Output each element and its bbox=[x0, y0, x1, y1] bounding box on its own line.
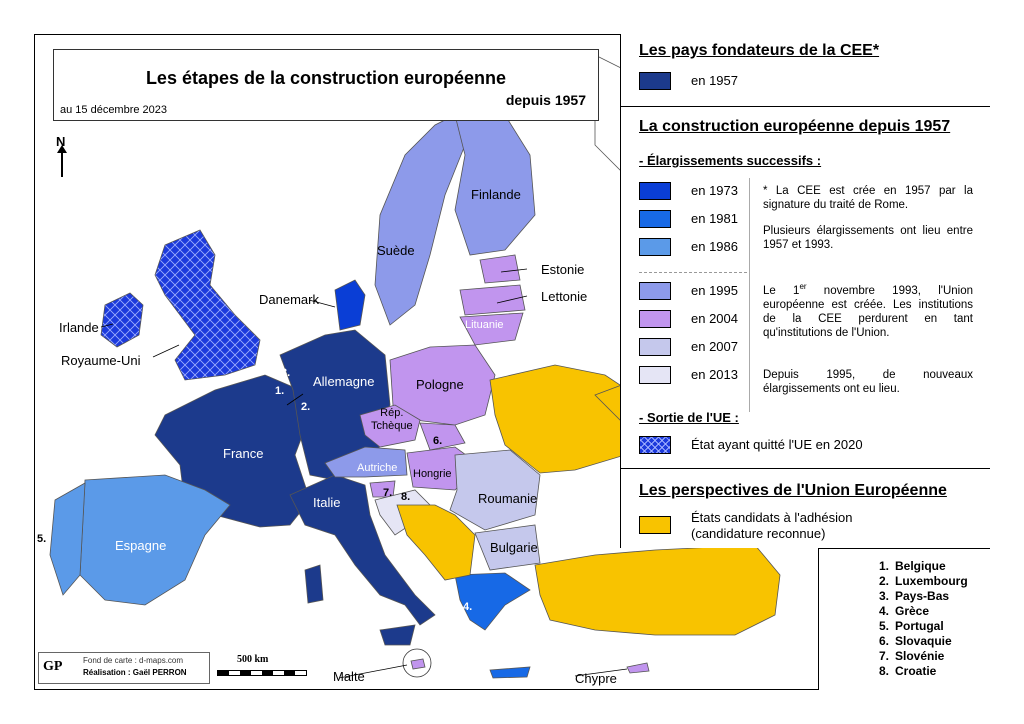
numbered-item bbox=[871, 619, 944, 633]
label-italie: Italie bbox=[313, 495, 341, 510]
legend-en-2013-label: en 2013 bbox=[691, 367, 738, 382]
numbered-item-num: 4. bbox=[878, 604, 889, 618]
scale-bar-graphic bbox=[217, 670, 307, 676]
label-n2: 2. bbox=[301, 401, 311, 413]
divider bbox=[621, 468, 990, 469]
label-rep-tcheque: Rép. Tchèque bbox=[371, 407, 413, 432]
swatch-exit bbox=[639, 436, 671, 454]
label-n4: 4. bbox=[463, 601, 473, 613]
label-n1: 1. bbox=[275, 385, 285, 397]
legend-founders-title: Les pays fondateurs de la CEE* bbox=[639, 42, 880, 59]
numbered-item-num: 1. bbox=[878, 559, 889, 573]
swatch-en-1973 bbox=[639, 182, 671, 200]
label-n7: 7. bbox=[383, 487, 393, 499]
label-finlande: Finlande bbox=[471, 187, 521, 202]
legend-en-1986-label: en 1986 bbox=[691, 239, 738, 254]
label-bulgarie: Bulgarie bbox=[490, 540, 538, 555]
swatch-en-2004 bbox=[639, 310, 671, 328]
numbered-item-name: Belgique bbox=[895, 559, 946, 573]
credit-basemap: Fond de carte : d-maps.com bbox=[83, 656, 184, 665]
map-title: Les étapes de la construction européenne bbox=[145, 68, 507, 88]
credit-box bbox=[38, 652, 210, 684]
label-france: France bbox=[223, 446, 264, 461]
numbered-item-name: Slovaquie bbox=[895, 634, 952, 648]
numbered-item-num: 8. bbox=[878, 664, 889, 678]
label-irlande: Irlande bbox=[59, 320, 99, 335]
legend-en-1981-label: en 1981 bbox=[691, 211, 738, 226]
label-estonie: Estonie bbox=[541, 262, 585, 277]
label-autriche: Autriche bbox=[357, 462, 398, 474]
numbered-item-name: Slovénie bbox=[895, 649, 945, 663]
map-date: au 15 décembre 2023 bbox=[60, 104, 168, 116]
legend-exit-title: - Sortie de l'UE : bbox=[639, 410, 739, 425]
numbered-item bbox=[871, 634, 952, 648]
label-hongrie: Hongrie bbox=[413, 468, 452, 480]
label-lituanie: Lituanie bbox=[465, 319, 504, 331]
legend-en-1973-label: en 1973 bbox=[691, 183, 738, 198]
numbered-item-num: 2. bbox=[878, 574, 889, 588]
title-box bbox=[53, 49, 599, 121]
swatch-en-2007 bbox=[639, 338, 671, 356]
note-cee: * La CEE est crée en 1957 par la signature du traité de Rome. bbox=[763, 185, 973, 211]
numbered-item bbox=[871, 589, 949, 603]
label-chypre: Chypre bbox=[575, 671, 617, 686]
numbered-item-num: 7. bbox=[878, 649, 889, 663]
legend-1957-label: en 1957 bbox=[691, 73, 738, 88]
legend-en-1995-label: en 1995 bbox=[691, 283, 738, 298]
label-pologne: Pologne bbox=[416, 377, 464, 392]
swatch-en-1981 bbox=[639, 210, 671, 228]
note-since-1995: Depuis 1995, de nouveaux élargissements ont eu lieu. bbox=[763, 369, 973, 395]
legend-exit-label: État ayant quitté l'UE en 2020 bbox=[691, 437, 863, 452]
label-royaume-uni: Royaume-Uni bbox=[61, 353, 141, 368]
swatch-candidates bbox=[639, 516, 671, 534]
scale-label: 500 km bbox=[237, 654, 269, 665]
legend-panel bbox=[620, 34, 990, 548]
numbered-item-name: Grèce bbox=[895, 604, 930, 618]
numbered-item bbox=[871, 649, 944, 663]
credit-author: Réalisation : Gaël PERRON bbox=[83, 668, 187, 677]
legend-en-2004-label: en 2004 bbox=[691, 311, 738, 326]
label-n3: 3. bbox=[281, 367, 291, 379]
numbered-item-num: 6. bbox=[878, 634, 889, 648]
label-espagne: Espagne bbox=[115, 538, 167, 553]
divider bbox=[621, 106, 990, 107]
legend-perspectives-title: Les perspectives de l'Union Européenne bbox=[639, 482, 947, 499]
north-label: N bbox=[56, 134, 66, 149]
numbered-item bbox=[871, 604, 929, 618]
author-logo: GP bbox=[43, 659, 63, 674]
label-allemagne: Allemagne bbox=[313, 374, 375, 389]
numbered-item-num: 3. bbox=[878, 589, 889, 603]
numbered-item-name: Luxembourg bbox=[895, 574, 968, 588]
numbered-item-name: Portugal bbox=[895, 619, 944, 633]
legend-candidates-label: États candidats à l'adhésion (candidature reconnue) bbox=[691, 510, 853, 541]
swatch-en-1995 bbox=[639, 282, 671, 300]
numbered-countries-box bbox=[818, 548, 990, 690]
label-n5: 5. bbox=[37, 533, 47, 545]
numbered-item bbox=[871, 574, 968, 588]
label-roumanie: Roumanie bbox=[478, 491, 538, 506]
numbered-item-name: Pays-Bas bbox=[895, 589, 950, 603]
swatch-en-2013 bbox=[639, 366, 671, 384]
swatch-en-1986 bbox=[639, 238, 671, 256]
legend-en-2007-label: en 2007 bbox=[691, 339, 738, 354]
dash-divider bbox=[639, 272, 747, 273]
label-n6: 6. bbox=[433, 435, 443, 447]
numbered-item bbox=[871, 559, 946, 573]
label-n8: 8. bbox=[401, 491, 411, 503]
note-enlargements: Plusieurs élargissements ont lieu entre 1957 et 1993. bbox=[763, 225, 973, 251]
map-subtitle: depuis 1957 bbox=[505, 92, 586, 108]
label-lettonie: Lettonie bbox=[541, 289, 588, 304]
numbered-item bbox=[871, 664, 936, 678]
north-arrow-icon bbox=[61, 151, 63, 177]
swatch-1957 bbox=[639, 72, 671, 90]
label-danemark: Danemark bbox=[259, 292, 319, 307]
legend-column-divider bbox=[749, 178, 750, 412]
numbered-item-num: 5. bbox=[878, 619, 889, 633]
label-malte: Malte bbox=[333, 669, 365, 684]
legend-construction-title: La construction européenne depuis 1957 bbox=[639, 118, 951, 135]
legend-enlargements-title: - Élargissements successifs : bbox=[639, 153, 822, 168]
note-ue-creation: Le 1er novembre 1993, l'Union européenne est créée. Les institutions de la CEE perdurent en tant qu'institutions de l'Union. bbox=[763, 282, 973, 339]
label-suede: Suède bbox=[377, 243, 415, 258]
numbered-item-name: Croatie bbox=[895, 664, 937, 678]
